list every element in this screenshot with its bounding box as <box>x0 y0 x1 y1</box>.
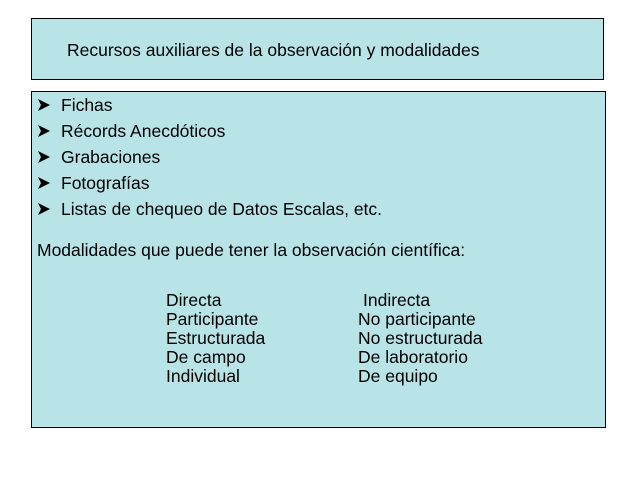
bullet-text: Récords Anecdóticos <box>61 121 226 141</box>
modalidades-heading: Modalidades que puede tener la observación científica: <box>37 240 466 260</box>
bullet-list <box>37 92 382 222</box>
modalidad-left: De campo <box>166 347 246 367</box>
bullet-text: Grabaciones <box>61 147 161 167</box>
arrow-bullet-icon <box>37 170 61 190</box>
modalidad-right: De equipo <box>358 366 438 386</box>
modalidad-left: Estructurada <box>166 328 266 348</box>
bullet-text: Listas de chequeo de Datos Escalas, etc. <box>61 199 383 219</box>
arrow-bullet-icon <box>37 144 61 164</box>
list-item <box>37 144 382 170</box>
list-item <box>37 170 382 196</box>
title-box <box>31 18 604 80</box>
modalidad-right: De laboratorio <box>358 347 468 367</box>
modalidad-right: Indirecta <box>363 290 431 310</box>
list-item <box>37 196 382 222</box>
modalidad-left: Individual <box>166 366 240 386</box>
arrow-bullet-icon <box>37 196 61 216</box>
list-item <box>37 92 382 118</box>
modalidad-right: No participante <box>358 309 476 329</box>
modalidad-right: No estructurada <box>358 328 483 348</box>
content-box <box>31 91 606 428</box>
modalidad-left: Participante <box>166 309 259 329</box>
modalidad-left: Directa <box>166 290 222 310</box>
bullet-text: Fichas <box>61 95 113 115</box>
arrow-bullet-icon <box>37 118 61 138</box>
bullet-text: Fotografías <box>61 173 150 193</box>
list-item <box>37 118 382 144</box>
arrow-bullet-icon <box>37 92 61 112</box>
slide-title: Recursos auxiliares de la observación y modalidades <box>67 40 480 60</box>
